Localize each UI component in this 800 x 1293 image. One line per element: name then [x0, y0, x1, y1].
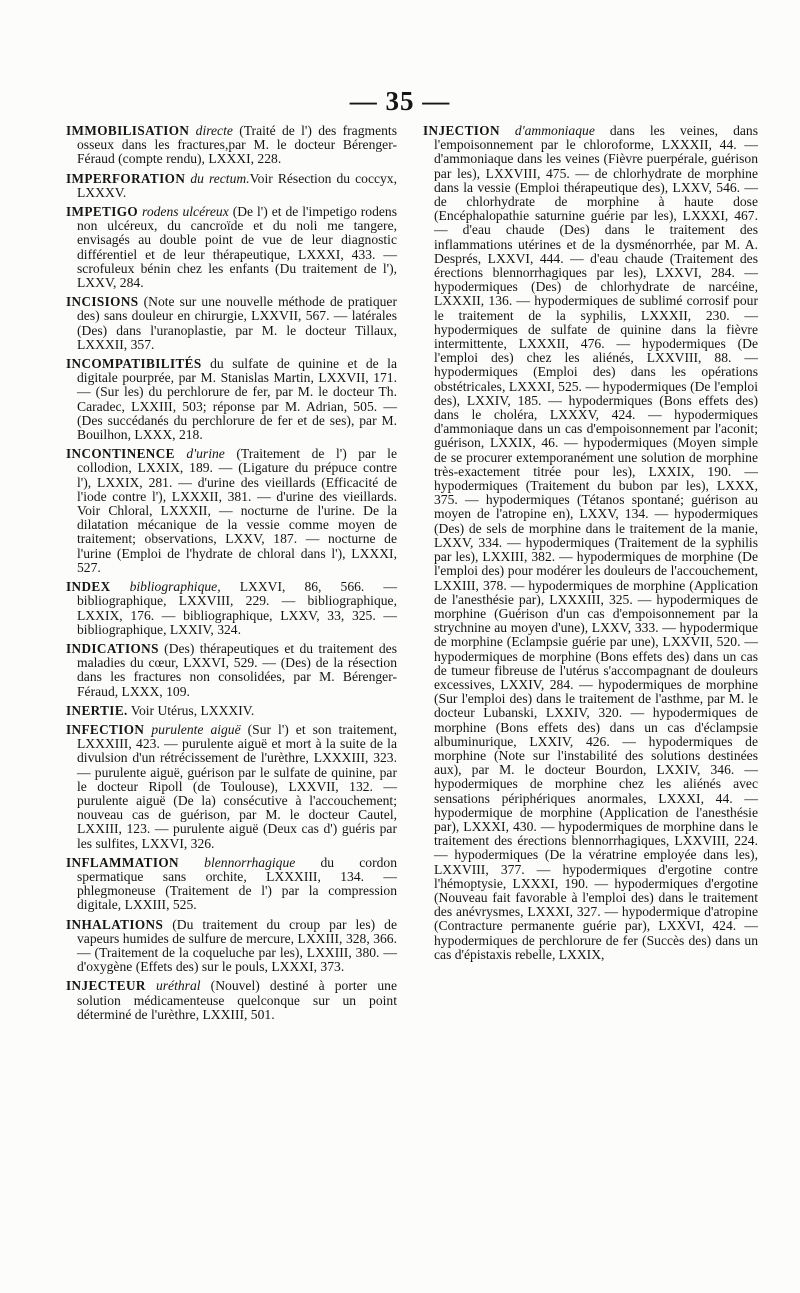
- entry-subject: uréthral: [155, 978, 201, 994]
- index-entry: [66, 642, 397, 699]
- entry-text: (De l') et de l'impetigo rodens non ulcéreux, du cancroïde et du noli me tangere, envisagés au double point de vue de leur diagnostic différentiel et de leur thérapeutique, LXXXI, 433. — scrofuleux bénin chez les enfants (Du traitement de l'), LXXV, 284.: [77, 204, 397, 291]
- entry-subject: purulente aiguë: [151, 721, 241, 737]
- entry-headword: IMPERFORATION: [66, 170, 186, 186]
- left-column: [66, 124, 397, 1027]
- index-entry: [66, 295, 397, 352]
- entry-headword: INJECTEUR: [66, 978, 146, 994]
- entry-text: (Traité de l') des fragments osseux dans les fractures,par M. le docteur Bérenger-Féraud (compte rendu), LXXXI, 228.: [77, 123, 397, 167]
- entry-text: (Sur l') et son traitement, LXXXIII, 423. — purulente aiguë et mort à la suite de la divulsion d'un rétrécissement de l'urèthre, LXXXIII, 323. — purulente aiguë, guérison par le sulfate de quinine, par le docteur Ripoll (de Toulouse), LXXVII, 132. — purulente aiguë (De la) consécutive à l'accouchement; nouveau cas de guérison, par M. le docteur Cautel, LXXIII, 123. — purulente aiguë (Deux cas d') guéris par les sulfites, LXXVI, 326.: [77, 721, 397, 851]
- index-entry: [66, 357, 397, 442]
- entry-text: dans les veines, dans l'empoisonnement par le chloroforme, LXXXII, 44. — d'ammoniaque dans les veines (Fièvre puerpérale, guérison par les), LXXVIII, 475. — de chlorhydrate de morphine dans la vessie (Emploi thérapeutique des), LXXV, 546. — de chlorhydrate de morphine à haute dose (Encéphalopathie saturnine guérie par les), LXXXI, 467. — d'eau chaude (Des) dans le traitement des inflammations utérines et de la dysménorrhée, par M. A. Després, LXXVI, 444. — d'eau chaude (Traitement des érections blennorrhagiques par les), LXXVI, 284. — hypodermiques (Des) de chlorhydrate de narcéine, LXXXII, 136. — hypodermiques de sublimé corrosif pour le traitement de la syphilis, LXXXII, 230. — hypodermiques de sulfate de quinine dans la fièvre intermittente, LXXXII, 476. — hypodermiques (De l'emploi des) chez les aliénés, LXXVIII, 88. — hypodermiques (Emploi des) dans les opérations obstétricales, LXXXI, 525. — hypodermiques (De l'emploi des), LXXIV, 185. — hypodermiques (Bons effets des) dans le choléra, LXXXV, 424. — hypodermiques d'ammoniaque dans un cas d'empoisonnement par l'aconit; guérison, LXXIX, 46. — hypodermiques (Moyen simple de se procurer extemporanément une solution de morphine très-exactement titrée pour les), LXXIX, 190. — hypodermiques (Traitement du bubon par les), LXXX, 375. — hypodermiques (Tétanos spontané; guérison au moyen de l'atropine en), LXXV, 134. — hypodermiques (Des) de sels de morphine dans le traitement de la manie, LXXV, 334. — hypodermiques (Traitement de la syphilis par les), LXXIII, 382. — hypodermiques de morphine (De l'emploi des) pour modérer les douleurs de l'accouchement, LXXIII, 378. — hypodermiques de morphine (Application de l'anesthésie par), LXXXIII, 325. — hypodermiques de morphine (Guérison d'un cas d'empoisonnement par la strychnine au moyen d'une), LXXV, 333. — hypodermique de morphine (Eclampsie guérie par une), LXXVII, 520. — hypodermiques de morphine (Bons effets des) dans un cas de tumeur fibreuse de l'utérus s'accompagnant de douleurs excessives, LXXIV, 284. — hypodermiques de morphine (Sur l'emploi des) dans le traitement de l'asthme, par M. le docteur Lubanski, LXXIV, 320. — hypodermiques de morphine (Bons effets des) dans un cas d'éclampsie albuminurique, LXXIV, 426. — hypodermiques de morphine (Note sur l'instabilité des solutions destinées aux), par M. le docteur Bourdon, LXXIV, 346. — hypodermiques de morphine chez les aliénés avec sensations périphériques anormales, LXXXI, 44. — hypodermique de morphine (Application de l'anesthésie par), LXXXI, 430. — hypodermiques de morphine dans le traitement des érections blennorrhagiques, LXXVIII, 224. — hypodermiques (De la vératrine employée dans les), LXXVIII, 377. — hypodermiques d'ergotine contre l'hémoptysie, LXXXI, 190. — hypodermiques d'ergotine (Nouveau fait favorable à l'emploi des) dans le traitement des anévrysmes, LXXXI, 327. — hypodermique d'atropine (Contracture permanente guérie par), LXXVI, 424. — hypodermiques de perchlorure de fer (Succès des) dans un cas d'épistaxis rebelle, LXXIX,: [434, 123, 759, 962]
- index-entry: [66, 979, 397, 1022]
- index-entry: [66, 856, 397, 913]
- entry-headword: INCOMPATIBILITÉS: [66, 356, 202, 372]
- page-number: — 35 —: [349, 86, 451, 116]
- entry-text: (Traitement de l') par le collodion, LXXIX, 189. — (Ligature du prépuce contre l'), LXXIX, 281. — d'urine des vieillards (Efficacité de l'iode contre l'), LXXXII, 381. — d'urine des vieillards. Voir Chloral, LXXXII, — nocturne de l'urine. De la dilatation mécanique de la vessie comme moyen de traitement; observations, LXXV, 187. — nocturne de l'urine (Emploi de l'hydrate de chloral dans l'), LXXXI, 527.: [77, 446, 397, 575]
- index-entry: [66, 447, 397, 575]
- entry-headword: INFLAMMATION: [66, 854, 179, 870]
- entry-subject: rodens ulcéreux: [142, 204, 229, 220]
- entry-headword: IMMOBILISATION: [66, 123, 190, 138]
- entry-headword: INDEX: [66, 579, 111, 595]
- entry-text: (Note sur une nouvelle méthode de pratiquer des) sans douleur en chirurgie, LXXVII, 567. — latérales (Des) dans l'uranoplastie, par M. le docteur Tillaux, LXXXII, 357.: [77, 294, 397, 352]
- entry-subject: d'urine: [186, 446, 225, 462]
- entry-subject: du rectum.: [190, 170, 250, 186]
- right-column: [423, 124, 758, 967]
- entry-headword: INFECTION: [66, 721, 145, 737]
- index-entry: [66, 205, 397, 290]
- entry-headword: INCONTINENCE: [66, 446, 175, 462]
- entry-headword: INCISIONS: [66, 294, 139, 310]
- entry-text: du sulfate de quinine et de la digitale pourprée, par M. Stanislas Martin, LXXVII, 171. — (Sur les) du perchlorure de fer, par M. le docteur Th. Caradec, LXXIII, 503; réponse par M. Adrian, 505. — (Des succédanés du perchlorure de fer et de ses), par M. Bouilhon, LXXX, 218.: [77, 356, 397, 443]
- index-entry: [66, 580, 397, 637]
- entry-text: (Des) thérapeutiques et du traitement des maladies du cœur, LXXVI, 529. — (Des) de la résection dans les fractures non consolidées, par M. Bérenger-Féraud, LXXX, 109.: [77, 640, 397, 699]
- entry-subject: blennorrhagique: [204, 854, 296, 870]
- index-entry: [66, 918, 397, 975]
- entry-text: Voir Utérus, LXXXIV.: [130, 702, 255, 718]
- entry-headword: INJECTION: [423, 123, 500, 138]
- entry-headword: INERTIE.: [66, 702, 128, 718]
- entry-subject: directe: [195, 123, 233, 138]
- entry-text: (Nouvel) destiné à porter une solution médicamenteuse quelconque sur un point déterminé de l'urèthre, LXXIII, 501.: [77, 978, 397, 1022]
- entry-subject: d'ammoniaque: [514, 123, 595, 138]
- entry-headword: INHALATIONS: [66, 916, 164, 932]
- entry-subject: bibliographique,: [129, 579, 221, 595]
- entry-text: du cordon spermatique sans orchite, LXXXIII, 134. — phlegmoneuse (Traitement de l') par la compression digitale, LXXIII, 525.: [77, 854, 398, 913]
- entry-headword: INDICATIONS: [66, 640, 159, 656]
- index-entry: [66, 704, 397, 718]
- index-entry: [66, 723, 397, 851]
- index-entry: [66, 124, 397, 167]
- entry-text: Voir Résection du coccyx, LXXXV.: [77, 170, 398, 200]
- entry-text: LXXVI, 86, 566. — bibliographique, LXXVIII, 229. — bibliographique, LXXIX, 176. — bibliographique, LXXV, 33, 325. — bibliographique, LXXIV, 324.: [77, 579, 397, 637]
- index-entry: [423, 124, 758, 962]
- entry-headword: IMPETIGO: [66, 204, 139, 220]
- index-entry: [66, 172, 397, 200]
- entry-text: (Du traitement du croup par les) de vapeurs humides de sulfure de mercure, LXXIII, 328, 366. — (Traitement de la coqueluche par les), LXXIII, 380. — d'oxygène (Effets des) sur le pouls, LXXXI, 373.: [77, 916, 397, 975]
